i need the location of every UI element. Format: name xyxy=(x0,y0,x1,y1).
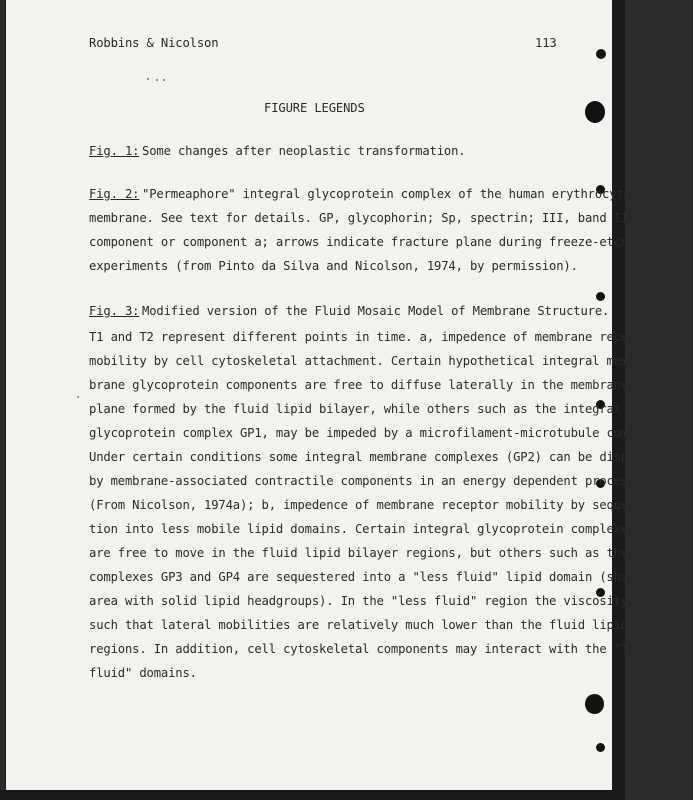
scan-border-bottom xyxy=(0,790,625,800)
scan-border-right xyxy=(612,0,625,800)
fig3-line: plane formed by the fluid lipid bilayer, while others such as the integral xyxy=(89,402,621,416)
page-title: FIGURE LEGENDS xyxy=(264,101,365,115)
fig2-label: Fig. 2: xyxy=(89,187,140,201)
fig3-label: Fig. 3: xyxy=(89,304,140,318)
binder-hole-large-icon xyxy=(585,694,604,714)
fig3-line: complexes GP3 and GP4 are sequestered into a "less fluid" lipid domain (shaded xyxy=(89,570,650,584)
scan-speck xyxy=(163,79,165,81)
binder-hole-large-icon xyxy=(585,101,605,123)
scan-speck xyxy=(147,78,149,80)
fig2-line: experiments (from Pinto da Silva and Nicolson, 1974, by permission). xyxy=(89,259,578,273)
running-header-authors: Robbins & Nicolson xyxy=(89,36,219,50)
fig3-line: area with solid lipid headgroups). In the "less fluid" region the viscosity is xyxy=(89,594,650,608)
fig3-line: fluid" domains. xyxy=(89,666,197,680)
scan-speck xyxy=(156,79,158,81)
fig3-line: T1 and T2 represent different points in time. a, impedence of membrane receptor xyxy=(89,330,657,344)
fig1-label: Fig. 1: xyxy=(89,144,140,158)
fig2-line: "Permeaphore" integral glycoprotein complex of the human erythrocyte xyxy=(142,187,631,201)
fig3-line: glycoprotein complex GP1, may be impeded by a microfilament-microtubule complex (M). xyxy=(89,426,693,440)
fig3-line: Under certain conditions some integral membrane complexes (GP2) can be displaced xyxy=(89,450,664,464)
scan-speck xyxy=(77,396,79,398)
fig3-line: are free to move in the fluid lipid bilayer regions, but others such as the xyxy=(89,546,629,560)
fig3-line: mobility by cell cytoskeletal attachment. Certain hypothetical integral mem- xyxy=(89,354,636,368)
fig2-line: component or component a; arrows indicate fracture plane during freeze-etch xyxy=(89,235,629,249)
fig3-line: such that lateral mobilities are relatively much lower than the fluid lipid xyxy=(89,618,629,632)
fig3-line: brane glycoprotein components are free to diffuse laterally in the membrane xyxy=(89,378,629,392)
fig3-line: (From Nicolson, 1974a); b, impedence of membrane receptor mobility by sequestra- xyxy=(89,498,664,512)
fig3-line: tion into less mobile lipid domains. Certain integral glycoprotein complexes xyxy=(89,522,636,536)
fig3-line: Modified version of the Fluid Mosaic Model of Membrane Structure. xyxy=(142,304,610,318)
fig2-line: membrane. See text for details. GP, glycophorin; Sp, spectrin; III, band III xyxy=(89,211,636,225)
fig1-line: Some changes after neoplastic transformation. xyxy=(142,144,466,158)
binder-hole-icon xyxy=(596,743,605,752)
binder-hole-icon xyxy=(596,292,605,301)
fig3-line: regions. In addition, cell cytoskeletal components may interact with the "less xyxy=(89,642,650,656)
fig3-line: by membrane-associated contractile components in an energy dependent process xyxy=(89,474,636,488)
page-number: 113 xyxy=(535,36,557,50)
binder-hole-icon xyxy=(596,49,606,59)
